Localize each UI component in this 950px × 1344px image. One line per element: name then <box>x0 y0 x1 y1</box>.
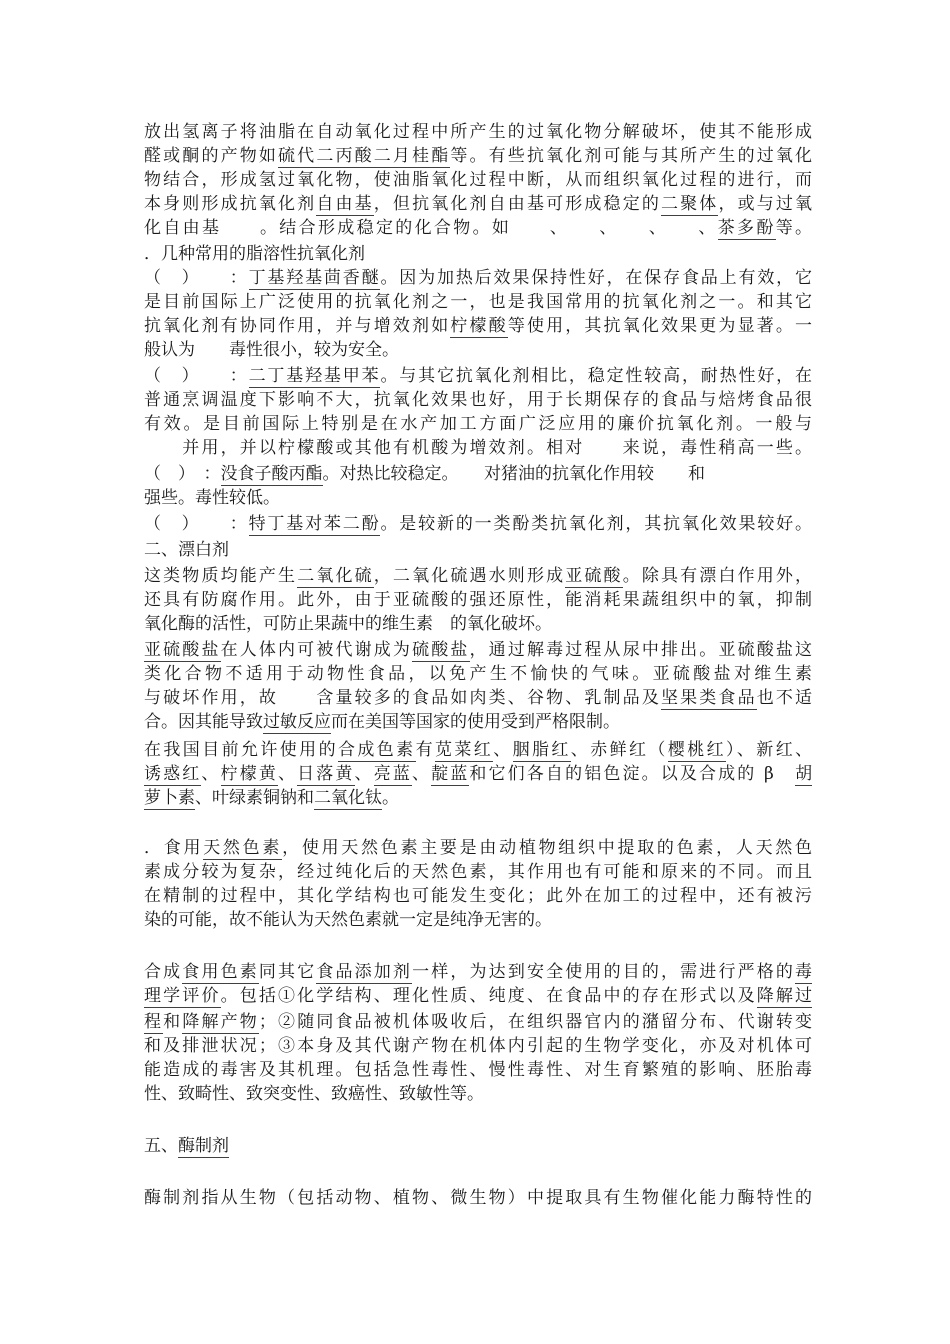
text-line <box>144 836 812 860</box>
term-link[interactable]: 坚果类食品 <box>660 688 757 708</box>
text-segment: 五、 <box>144 1136 178 1156</box>
text-line <box>144 612 812 636</box>
term-link[interactable]: 日落黄 <box>297 764 355 784</box>
text-segment: 并用，并以柠檬酸或其他有机酸为增效剂。相对 来说，毒性稍高一些。 <box>144 438 812 458</box>
text-segment: 。 <box>382 788 399 808</box>
text-line <box>144 338 812 362</box>
text-segment: 和它们各自的铝色淀。以及合成的 β <box>469 764 796 784</box>
text-segment: 在精制的过程中，其化学结构也可能发生变化；此外在加工的过程中，还有被污 <box>144 886 812 906</box>
text-line <box>144 266 812 290</box>
term-link[interactable]: 二氧化硫 <box>297 566 374 586</box>
text-segment: 。与其它抗氧化剂相比，稳定性较高，耐热性好，在 <box>380 366 812 386</box>
term-link[interactable]: 硫代二丙酸二月桂酯 <box>278 146 451 166</box>
text-line <box>144 762 812 786</box>
term-link[interactable]: 食品添加剂 <box>316 962 413 982</box>
text-line <box>144 686 812 710</box>
text-line <box>144 1082 812 1106</box>
text-segment: 在人体内可被代谢成为 <box>220 640 413 660</box>
text-segment: 一样，为达到安全使用的目的，需进行严格的 <box>412 962 796 982</box>
term-link[interactable]: 没食子酸丙酯 <box>220 464 323 484</box>
term-link[interactable]: 程 <box>144 1012 164 1032</box>
text-segment: 能造成的毒害及其机理。包括急性毒性、慢性毒性、对生育繁殖的影响、胚胎毒 <box>144 1060 812 1080</box>
text-line <box>144 908 812 932</box>
text-segment: 还具有防腐作用。此外，由于亚硫酸的强还原性，能消耗果蔬组织中的氧，抑制 <box>144 590 812 610</box>
text-line <box>144 436 812 460</box>
text-segment: 而在美国等国家的使用受到严格限制。 <box>331 712 620 732</box>
text-segment: 等。 <box>775 218 812 238</box>
text-line <box>144 242 812 266</box>
text-segment: 放出氢离子将油脂在自动氧化过程中所产生的过氧化物分解破坏，使其不能形成 <box>144 122 812 142</box>
text-line <box>144 1186 812 1210</box>
text-segment: 。对热比较稳定。 对猪油的抗氧化作用较 和 <box>322 464 705 484</box>
text-segment: 和及排泄状况；③本身及其代谢产物在机体内引起的生物学变化，亦及对机体可 <box>144 1036 812 1056</box>
term-link[interactable]: 合成色素 <box>337 740 416 760</box>
text-segment: 物结合，形成氢过氧化物，使油脂氧化过程中断，从而组织氧化过程的进行，而 <box>144 170 812 190</box>
text-line <box>144 638 812 662</box>
term-link[interactable]: 胡 <box>795 764 812 784</box>
text-segment: 化自由基 。结合形成稳定的化合物。如 、 、 、 、 <box>144 218 718 238</box>
text-line <box>144 486 812 510</box>
text-segment: 。除具有漂白作用外， <box>622 566 812 586</box>
text-segment: 普通烹调温度下影响不大，抗氧化效果也好，用于长期保存的食品与焙烤食品很 <box>144 390 812 410</box>
text-segment: 、 <box>354 764 374 784</box>
term-link[interactable]: 亮蓝 <box>373 764 412 784</box>
term-link[interactable]: 天然色素 <box>203 838 283 858</box>
term-link[interactable]: 丁基羟基茴香醚 <box>248 268 381 288</box>
text-line <box>144 960 812 984</box>
text-line <box>144 168 812 192</box>
text-segment: ，或与过氧 <box>718 194 812 214</box>
text-line <box>144 786 812 810</box>
text-segment: ，使用天然色素主要是由动植物组织中提取的色素，人天然色 <box>282 838 812 858</box>
term-link[interactable]: 柠檬黄 <box>220 764 278 784</box>
term-link[interactable]: 降解产物 <box>182 1012 259 1032</box>
text-line <box>144 1034 812 1058</box>
term-link[interactable]: 特丁基对苯二酚 <box>248 514 381 534</box>
text-segment: 抗氧化剂有协同作用，并与增效剂如 <box>144 316 451 336</box>
text-segment: 般认为 毒性很小，较为安全。 <box>144 340 399 360</box>
text-line <box>144 538 812 562</box>
text-line <box>144 462 812 486</box>
text-segment: 合成 <box>144 962 183 982</box>
text-segment: 酶制剂指从生物（包括动物、植物、微生物）中提取具有生物催化能力酶特性的 <box>144 1188 812 1208</box>
term-link[interactable]: 自由基 <box>316 194 374 214</box>
text-line <box>144 120 812 144</box>
text-segment: 。是较新的一类酚类抗氧化剂，其抗氧化效果较好。 <box>380 514 812 534</box>
text-segment: 、赤鲜红（ <box>570 740 668 760</box>
text-segment: 是目前国际上广泛使用的抗氧化剂之一，也是我国常用的抗氧化剂之一。和其它 <box>144 292 812 312</box>
text-line <box>144 216 812 240</box>
text-segment: 也不适 <box>756 688 812 708</box>
text-segment: 氧化酶的活性，可防止果蔬中的维生素 的氧化破坏。 <box>144 614 552 634</box>
term-link[interactable]: 樱桃红 <box>667 740 726 760</box>
term-link[interactable]: 亚硫酸 <box>565 566 623 586</box>
text-line <box>144 388 812 412</box>
term-link[interactable]: 理学评价 <box>144 986 221 1006</box>
text-line <box>144 564 812 588</box>
text-segment: ，二氧化硫遇水则形成 <box>373 566 566 586</box>
text-line <box>144 1058 812 1082</box>
term-link[interactable]: 茶多酚 <box>717 218 776 238</box>
text-line <box>144 1134 812 1158</box>
term-link[interactable]: 胭脂红 <box>512 740 571 760</box>
term-link[interactable]: 萝卜素 <box>144 788 195 808</box>
text-segment: ．食用 <box>144 838 204 858</box>
text-line <box>144 290 812 314</box>
text-segment: 等。有些抗氧化剂可能与其所产生的过氧化 <box>450 146 812 166</box>
text-segment: 醛或酮的产物如 <box>144 146 279 166</box>
text-segment: 在我国目前允许使用的 <box>144 740 338 760</box>
text-segment: （ ） ： <box>144 366 249 386</box>
term-link[interactable]: 毒 <box>795 962 812 982</box>
text-segment: 本身则形成抗氧化剂 <box>144 194 317 214</box>
text-line <box>144 662 812 686</box>
text-segment: 、 <box>201 764 221 784</box>
text-line <box>144 588 812 612</box>
text-segment: 有 <box>415 740 435 760</box>
text-segment: （ ） ： <box>144 268 249 288</box>
term-link[interactable]: 二丁基羟基甲苯 <box>248 366 381 386</box>
text-segment: ）、新红、 <box>726 740 812 760</box>
text-segment: 合。因其能导致 <box>144 712 263 732</box>
text-segment: ，通过解毒过程从尿中排出。亚硫酸盐这 <box>469 640 812 660</box>
term-link[interactable]: 过敏反应 <box>263 712 331 732</box>
text-segment: 染的可能，故不能认为天然色素就一定是纯净无害的。 <box>144 910 552 930</box>
text-line <box>144 710 812 734</box>
term-link[interactable]: 二聚体 <box>661 194 719 214</box>
term-link[interactable]: 靛蓝 <box>431 764 470 784</box>
term-link[interactable]: 食用色素 <box>182 962 259 982</box>
text-segment: 同其它 <box>258 962 317 982</box>
text-segment: ，但抗氧化剂自由基可形成稳定的 <box>373 194 661 214</box>
term-link[interactable]: 诱惑红 <box>144 764 202 784</box>
text-segment: 。包括①化学结构、理化性质、纯度、在食品中的存在形式以及 <box>220 986 757 1006</box>
text-line <box>144 144 812 168</box>
text-segment: 强些。毒性较低。 <box>144 488 280 508</box>
text-segment: 与破坏作用，故 含量较多的食品如肉类、谷物、乳制品及 <box>144 688 661 708</box>
text-segment: 、 <box>493 740 513 760</box>
text-line <box>144 412 812 436</box>
text-segment: 素成分较为复杂，经过纯化后的天然色素，其作用也有可能和原来的不同。而且 <box>144 862 812 882</box>
text-segment: 、 <box>277 764 298 784</box>
text-segment: 、 <box>411 764 432 784</box>
text-line <box>144 884 812 908</box>
text-segment: 和 <box>163 1012 183 1032</box>
text-segment: 性、致畸性、致突变性、致癌性、致敏性等。 <box>144 1084 484 1104</box>
text-line <box>144 1010 812 1034</box>
text-line <box>144 860 812 884</box>
term-link[interactable]: 硫酸盐 <box>412 640 470 660</box>
term-link[interactable]: 柠檬酸 <box>450 316 508 336</box>
text-line <box>144 984 812 1008</box>
text-segment: ；②随同食品被机体吸收后，在组织器官内的潴留分布、代谢转变 <box>258 1012 812 1032</box>
term-link[interactable]: 二氧化钛 <box>314 788 382 808</box>
text-segment: （ ） ： <box>144 464 221 484</box>
text-segment: 等使用，其抗氧化效果更为显著。一 <box>507 316 812 336</box>
text-line <box>144 314 812 338</box>
text-segment: 二、漂白剂 <box>144 540 229 560</box>
text-segment: ．几种常用的脂溶性抗氧化剂 <box>144 244 365 264</box>
text-segment: 类化合物不适用于动物性食品，以免产生不愉快的气味。亚硫酸盐对维生素 <box>144 664 812 684</box>
text-line <box>144 738 812 762</box>
term-link[interactable]: 亚硫酸盐 <box>144 640 221 660</box>
text-segment: 这类物质均能产生 <box>144 566 298 586</box>
text-line <box>144 512 812 536</box>
term-link[interactable]: 降解过 <box>756 986 812 1006</box>
text-segment: 、叶绿素铜钠和 <box>195 788 314 808</box>
text-segment: 有效。是目前国际上特别是在水产加工方面广泛应用的廉价抗氧化剂。一般与 <box>144 414 812 434</box>
text-line <box>144 364 812 388</box>
term-link[interactable]: 酶制剂 <box>178 1136 229 1156</box>
text-line <box>144 192 812 216</box>
text-segment: （ ） ： <box>144 514 249 534</box>
term-link[interactable]: 苋菜红 <box>434 740 494 760</box>
text-segment: 。因为加热后效果保持性好，在保存食品上有效，它 <box>380 268 812 288</box>
